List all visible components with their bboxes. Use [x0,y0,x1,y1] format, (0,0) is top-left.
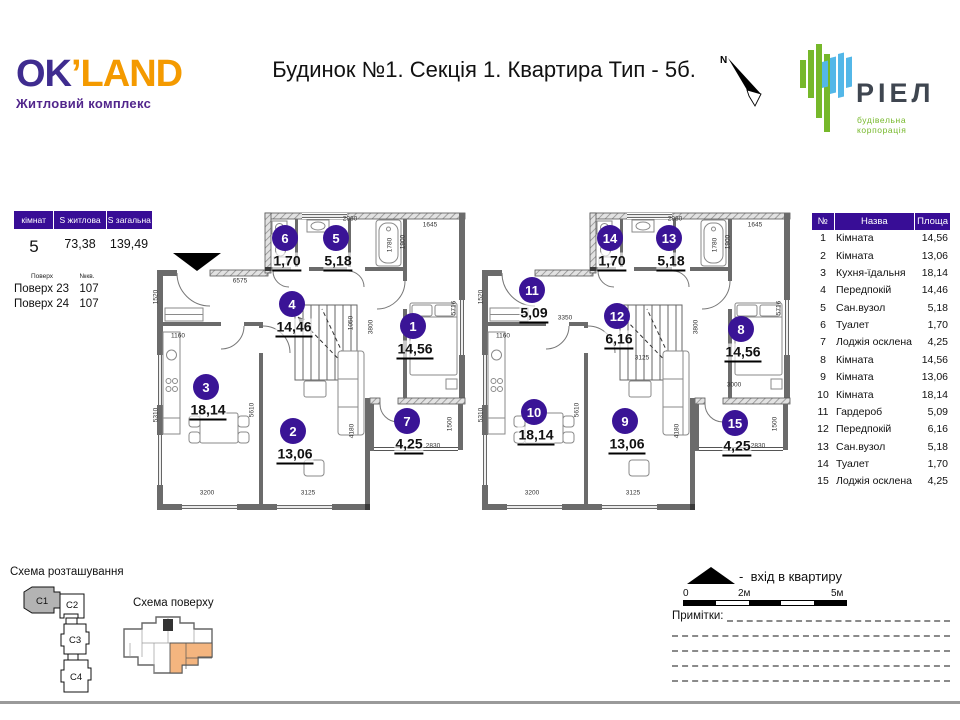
room-index: 12 [817,423,829,436]
dimension-label: 2960 [342,215,358,223]
room-area: 13,06 [921,249,948,262]
svg-text:C2: C2 [66,600,79,611]
table-row [812,317,950,334]
room-index: 1 [820,232,826,245]
dimension-label: 3125 [300,489,316,497]
entry-legend-icon [687,567,735,584]
room-badge-10: 10 [521,399,547,425]
room-badge-5: 5 [323,225,349,251]
dimension-label: 3125 [634,354,650,362]
room-name: Передпокій [836,423,892,436]
room-badge-15: 15 [722,410,748,436]
room-index: 10 [817,388,829,401]
room-badge-1: 1 [400,313,426,339]
floor-scheme-title: Схема поверху [133,597,214,609]
dimension-label: 5610 [573,402,581,418]
room-area-label-12: 6,16 [604,331,633,350]
room-name: Кімната [836,388,874,401]
notes-section [672,610,950,682]
dimension-label: 1500 [446,416,454,432]
room-index: 15 [817,475,829,488]
living-area: 73,38 [64,237,96,251]
dimension-label: 3350 [557,314,573,322]
dimension-label: 5716 [775,300,783,316]
room-badge-2: 2 [280,418,306,444]
room-area: 13,06 [921,371,948,384]
scale-bar [683,588,853,606]
room-index: 13 [817,440,829,453]
dimension-label: 1645 [747,221,763,229]
page-title: Будинок №1. Секція 1. Квартира Тип - 5б. [272,57,696,82]
entry-arrow-icon [173,253,221,271]
summary-header [14,211,152,229]
room-index: 3 [820,266,826,279]
table-row [812,439,950,456]
room-index: 9 [820,371,826,384]
table-row [812,404,950,421]
room-name: Сан.вузол [836,440,886,453]
total-area: 139,49 [109,237,149,251]
room-name: Кухня-їдальня [836,266,906,279]
floor-row: Поверх 23 107 [14,283,99,295]
okland-logo-text [16,55,182,93]
dimension-label: 3800 [367,319,375,335]
room-index: 6 [820,319,826,332]
room-area: 14,56 [921,232,948,245]
dimension-label: 5310 [477,407,485,423]
north-arrow-icon [716,50,768,110]
dimension-label: 1520 [477,289,485,305]
dimension-label: 6575 [232,277,248,285]
logo-tagline: Житловий комплекс [16,96,152,111]
room-area-label-1: 14,56 [396,341,433,360]
room-badge-9: 9 [612,408,638,434]
room-badge-7: 7 [394,408,420,434]
room-index: 7 [820,336,826,349]
dimension-label: 1050 [347,315,355,331]
table-row [812,386,950,403]
room-area-label-5: 5,18 [323,253,352,272]
dimension-label: 1645 [422,221,438,229]
room-badge-13: 13 [656,225,682,251]
room-index: 11 [817,405,829,418]
table-row [812,334,950,351]
dimension-label: 2830 [750,442,766,450]
dimension-label: 4180 [348,423,356,439]
summary-col-living: S житлова [53,211,105,229]
table-row [812,352,950,369]
room-name: Кімната [836,371,874,384]
room-area-label-11: 5,09 [519,305,548,324]
table-row [812,421,950,438]
dimension-label: 5716 [450,300,458,316]
room-area-label-8: 14,56 [724,344,761,363]
table-row [812,230,950,247]
location-scheme-title: Схема розташування [10,566,124,578]
floor-row: Поверх 24 107 [14,298,99,310]
room-area: 4,25 [927,475,948,488]
floor-plan-level-23 [152,205,472,510]
room-name: Кімната [836,232,874,245]
room-area-label-7: 4,25 [394,436,423,455]
logo-part-land: ’LAND [71,53,183,95]
room-name: Кімната [836,249,874,262]
room-index: 2 [820,249,826,262]
room-name: Лоджія осклена [836,336,912,349]
svg-text:N: N [720,55,728,66]
room-badge-3: 3 [193,374,219,400]
room-area: 5,18 [927,301,948,314]
room-name: Туалет [836,458,870,471]
svg-text:C3: C3 [69,635,82,646]
room-area: 18,14 [921,388,948,401]
dimension-label: 1780 [386,237,394,253]
room-name: Лоджія осклена [836,475,912,488]
dimension-label: 5610 [248,402,256,418]
svg-text:C4: C4 [70,672,83,683]
room-area-label-14: 1,70 [597,253,626,272]
room-area-label-6: 1,70 [272,253,301,272]
room-area: 14,46 [921,284,948,297]
col-number: № [812,213,834,230]
dimension-label: 1520 [152,289,160,305]
dimension-label: 3800 [692,319,700,335]
room-badge-14: 14 [597,225,623,251]
room-area: 6,16 [927,423,948,436]
room-name: Туалет [836,319,870,332]
col-name: Назва [834,213,915,230]
summary-col-total: S загальна [106,211,152,229]
room-badge-4: 4 [279,291,305,317]
logo-part-ok: OK [16,53,71,95]
dimension-label: 4180 [673,423,681,439]
bottom-divider [0,701,960,704]
entry-legend-text: - вхід в квартиру [739,569,843,584]
rooms-table [812,213,950,491]
dimension-label: 3000 [726,381,742,389]
riel-name: РІЕЛ [856,78,935,108]
dimension-label: 1780 [711,237,719,253]
summary-panel [14,211,152,310]
table-row [812,300,950,317]
room-area: 1,70 [927,319,948,332]
dimension-label: 1160 [171,332,185,340]
scale-labels: 0 2м 5м [683,588,844,599]
col-area: Площа [915,213,950,230]
summary-subheaders [14,273,152,280]
room-area-label-15: 4,25 [722,438,751,457]
dimension-label: 5310 [152,407,160,423]
room-badge-6: 6 [272,225,298,251]
dimension-label: 3200 [524,489,540,497]
riel-tagline: будівельна корпорація [857,115,907,135]
floor-col-label: Поверх [30,273,54,280]
table-row [812,247,950,264]
dimension-label: 1500 [771,416,779,432]
room-area-label-9: 13,06 [608,436,645,455]
room-area: 5,09 [927,405,948,418]
apt-col-label: №кв. [79,273,95,280]
room-name: Передпокій [836,284,892,297]
summary-col-rooms: кімнат [21,215,46,225]
notes-label: Примітки: [672,610,724,622]
room-index: 14 [817,458,829,471]
room-area: 14,56 [921,353,948,366]
floor-scheme [116,613,220,683]
room-badge-8: 8 [728,316,754,342]
okland-logo [16,55,182,111]
room-index: 4 [820,284,826,297]
scale-bar-segments [683,600,847,606]
floor-plan-level-24 [477,205,797,510]
room-area-label-4: 14,46 [275,319,312,338]
dimension-label: 1900 [724,234,732,250]
room-index: 5 [820,301,826,314]
table-row [812,456,950,473]
room-name: Сан.вузол [836,301,886,314]
room-area-label-2: 13,06 [276,446,313,465]
rooms-table-header [812,213,950,230]
room-badge-12: 12 [604,303,630,329]
dimension-label: 1900 [399,234,407,250]
room-area: 18,14 [921,266,948,279]
room-badge-11: 11 [519,277,545,303]
room-area: 1,70 [927,458,948,471]
table-row [812,282,950,299]
room-name: Гардероб [836,405,883,418]
summary-values [14,237,152,257]
dimension-label: 2960 [667,215,683,223]
room-name: Кімната [836,353,874,366]
table-row [812,369,950,386]
room-area: 4,25 [927,336,948,349]
dimension-label: 3125 [625,489,641,497]
room-area-label-13: 5,18 [656,253,685,272]
table-row [812,265,950,282]
dimension-label: 3200 [199,489,215,497]
location-scheme [18,582,110,700]
room-area: 5,18 [927,440,948,453]
room-area-label-10: 18,14 [517,427,554,446]
riel-stripes-icon [798,40,858,134]
dimension-label: 1160 [496,332,510,340]
table-row [812,473,950,490]
dimension-label: 2830 [425,442,441,450]
svg-text:C1: C1 [36,596,49,607]
room-index: 8 [820,353,826,366]
rooms-count: 5 [29,237,39,256]
room-area-label-3: 18,14 [189,402,226,421]
